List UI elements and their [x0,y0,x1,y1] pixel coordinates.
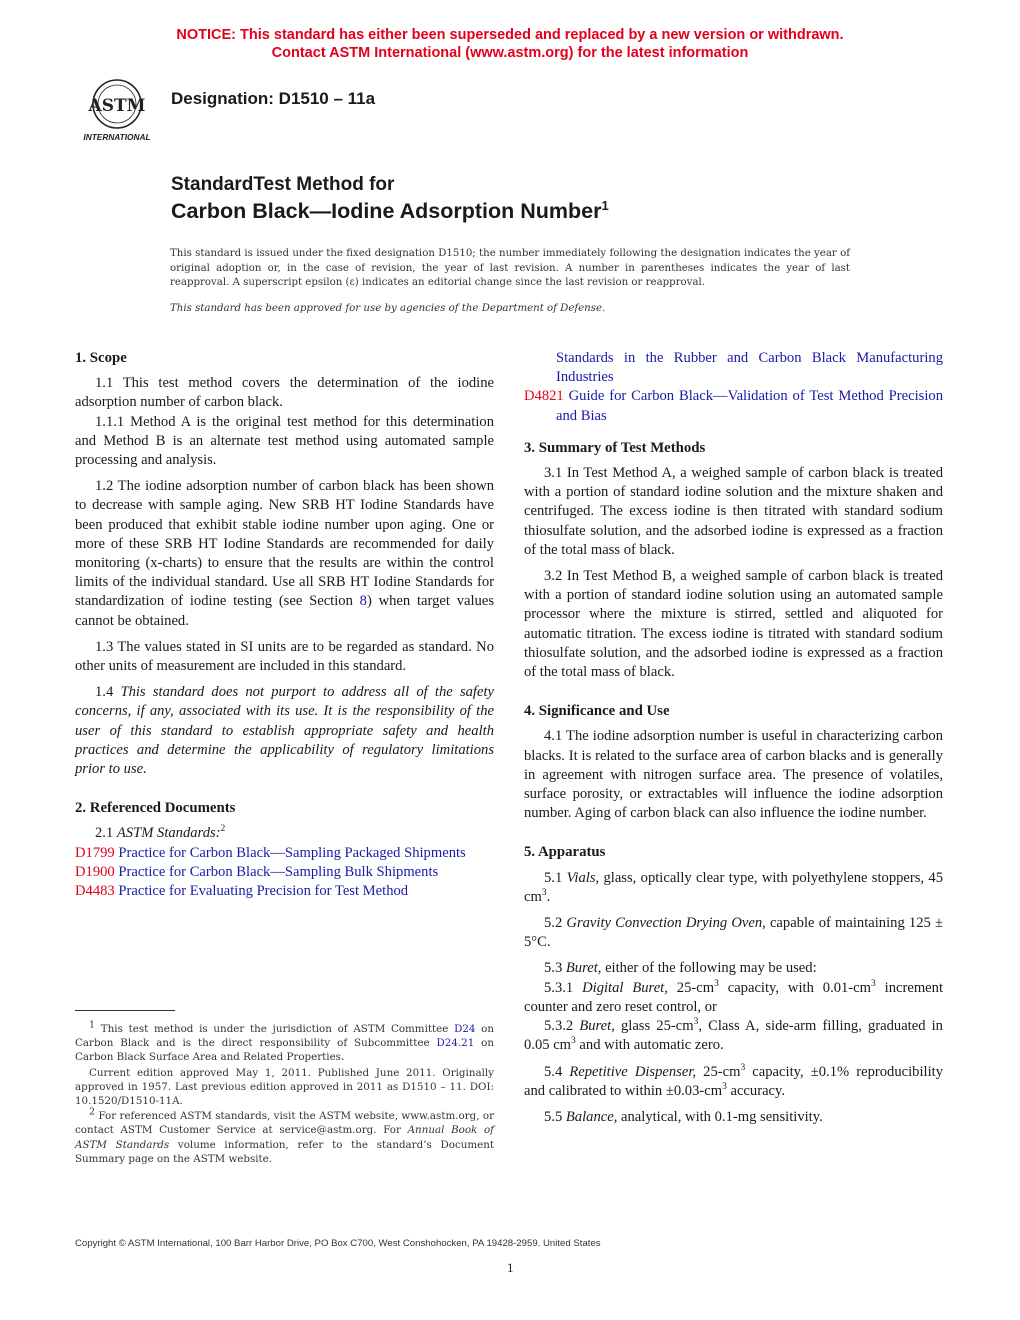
copyright-line: Copyright © ASTM International, 100 Barr Harbor Drive, PO Box C700, West Conshohocken, PA 19428-2959. United States [75,1238,601,1249]
dod-note: This standard has been approved for use by agencies of the Department of Defense. [170,303,606,314]
footnote-2: $^2$ For referenced ASTM standards, visit the ASTM website, www.astm.org, or contact ASTM Customer Service at service@astm.org. For Annual Book of ASTM Standards volume information, refer to the standard’s Document Summary page on the ASTM website. [75,1106,494,1165]
para-1-1: 1.1 This test method covers the determination of the iodine adsorption number of carbon black. [75,375,494,411]
right-column [524,349,943,1134]
footnote-divider [75,1010,175,1011]
para-1-3: 1.3 The values stated in SI units are to be regarded as standard. No other units of measurement are included in this standard. [75,638,494,675]
ref-d1799[interactable]: D1799 Practice for Carbon Black—Sampling Packaged Shipments [75,844,466,861]
logo-caption: INTERNATIONAL [83,132,151,142]
title-line-1: StandardTest Method for [171,174,395,195]
ref-d4821[interactable]: D4821 Guide for Carbon Black—Validation of Test Method Precision and Bias [524,388,943,424]
significance-heading: 4. Significance and Use [524,703,670,720]
title-footnote-marker: 1 [601,198,609,213]
footnote-1: $^1$ This test method is under the jurisdiction of ASTM Committee D24 on Carbon Black and is the direct responsibility of Subcommittee D24.21 on Carbon Black Surface Area and Related Properties. [75,1019,494,1064]
notice-line-1: NOTICE: This standard has either been superseded and replaced by a new version or withdrawn. [176,27,844,43]
footnote-1-edition: Current edition approved May 1, 2011. Published June 2011. Originally approved in 1957. Last previous edition approved in 2011 as D1510 – 11. DOI: 10.1520/D1510-11A. [75,1066,494,1108]
para-5-3: 5.3 Buret, either of the following may be used: [544,960,817,977]
d24-21-link[interactable]: D24.21 [436,1037,475,1050]
summary-heading: 3. Summary of Test Methods [524,439,706,456]
logo-letters: ASTM [88,96,146,116]
astm-logo-icon [74,74,160,144]
para-1-4: 1.4 This standard does not purport to address all of the safety concerns, if any, associated with its use. It is the responsibility of the user of this standard to establish appropriate safety and health practices and determine the applicability of regulatory limitations prior to use. [75,684,494,778]
para-4-1: 4.1 The iodine adsorption number is useful in characterizing carbon blacks. It is related to the surface area of carbon blacks and is generally in agreement with nitrogen surface area. The presence of volatiles, surface porosity, or extractables will influence the iodine adsorption number. Aging of carbon black can also influence the iodine number. [524,728,943,822]
para-5-3-1: 5.3.1 Digital Buret, $25-cm^3$ capacity, with $0.01-cm^3$ increment counter and zero reset control, or [524,978,943,1015]
apparatus-heading: 5. Apparatus [524,844,606,861]
ref-d4483[interactable]: D4483 Practice for Evaluating Precision for Test Method [75,883,409,900]
ref-d1900[interactable]: D1900 Practice for Carbon Black—Sampling Bulk Shipments [75,863,439,880]
designation: Designation: D1510 – 11a [171,89,376,108]
referenced-heading: 2. Referenced Documents [75,800,236,817]
withdrawal-notice [0,26,1020,62]
para-5-2: 5.2 Gravity Convection Drying Oven, capable of maintaining 125 ± 5°C. [524,915,943,951]
footnotes [75,1019,494,1167]
preamble: This standard is issued under the fixed designation D1510; the number immediately following the designation indicates the year of original adoption or, in the case of revision, the year of last revision. A number in parentheses indicates the year of last reapproval. A superscript epsilon (ε) indicates an editorial change since the last revision or reapproval. [170,248,850,288]
para-1-2: 1.2 The iodine adsorption number of carbon black has been shown to decrease with sample aging. New SRB HT Iodine Standards have been produced that exhibit stable iodine number upon aging. One or more of these SRB HT Iodine Standards are recommended for daily monitoring (x-charts) to ensure that the results are within the control limits of the individual standard. Use all SRB HT Iodine Standards for standardization of iodine testing (see Section 8) when target values cannot be obtained. [75,478,495,629]
d24-link[interactable]: D24 [454,1023,476,1035]
notice-line-2: Contact ASTM International (www.astm.org) for the latest information [271,45,749,61]
para-5-3-2: 5.3.2 Buret, glass $25-cm^3$, Class A, side-arm filling, graduated in 0.05 $cm^3$ and with automatic zero. [524,1017,943,1054]
section-8-link[interactable]: 8 [359,593,367,610]
para-5-5: 5.5 Balance, analytical, with 0.1-mg sensitivity. [544,1108,823,1125]
para-2-1: 2.1 ASTM Standards:$^2$ [95,824,226,842]
para-3-2: 3.2 In Test Method B, a weighed sample of carbon black is treated with a portion of standard iodine solution using an automated sample processor where the mixture is stirred, settled and aliquoted for automatic titration. The excess iodine is titrated with standard sodium thiosulfate solution, and the adsorbed iodine is expressed as a fraction of the total mass of black. [524,568,943,681]
para-5-4: 5.4 Repetitive Dispenser, $25-cm^3$ capacity, ±0.1% reproducibility and calibrated to within $\pm 0.03-cm^3$ accuracy. [524,1062,943,1099]
para-5-1: 5.1 Vials, glass, optically clear type, with polyethylene stoppers, 45 $cm^3$. [524,869,944,905]
page-number: 1 [507,1260,514,1275]
title-line-2: Carbon Black—Iodine Adsorption Number$^1$ [171,198,609,223]
left-column [75,349,494,901]
para-3-1: 3.1 In Test Method A, a weighed sample of carbon black is treated with a portion of standard iodine solution and the mixture shaken and centrifuged. The excess iodine is then titrated with standard sodium thiosulfate solution, and the adsorbed iodine is expressed as a fraction of the total mass of black. [524,465,943,558]
para-1-1-1: 1.1.1 Method A is the original test method for this determination and Method B is an alternate test method using automated sample processing and analysis. [75,413,494,469]
scope-heading: 1. Scope [75,350,127,366]
ref-d4483-continued[interactable]: Standards in the Rubber and Carbon Black Manufacturing Industries [556,350,943,386]
